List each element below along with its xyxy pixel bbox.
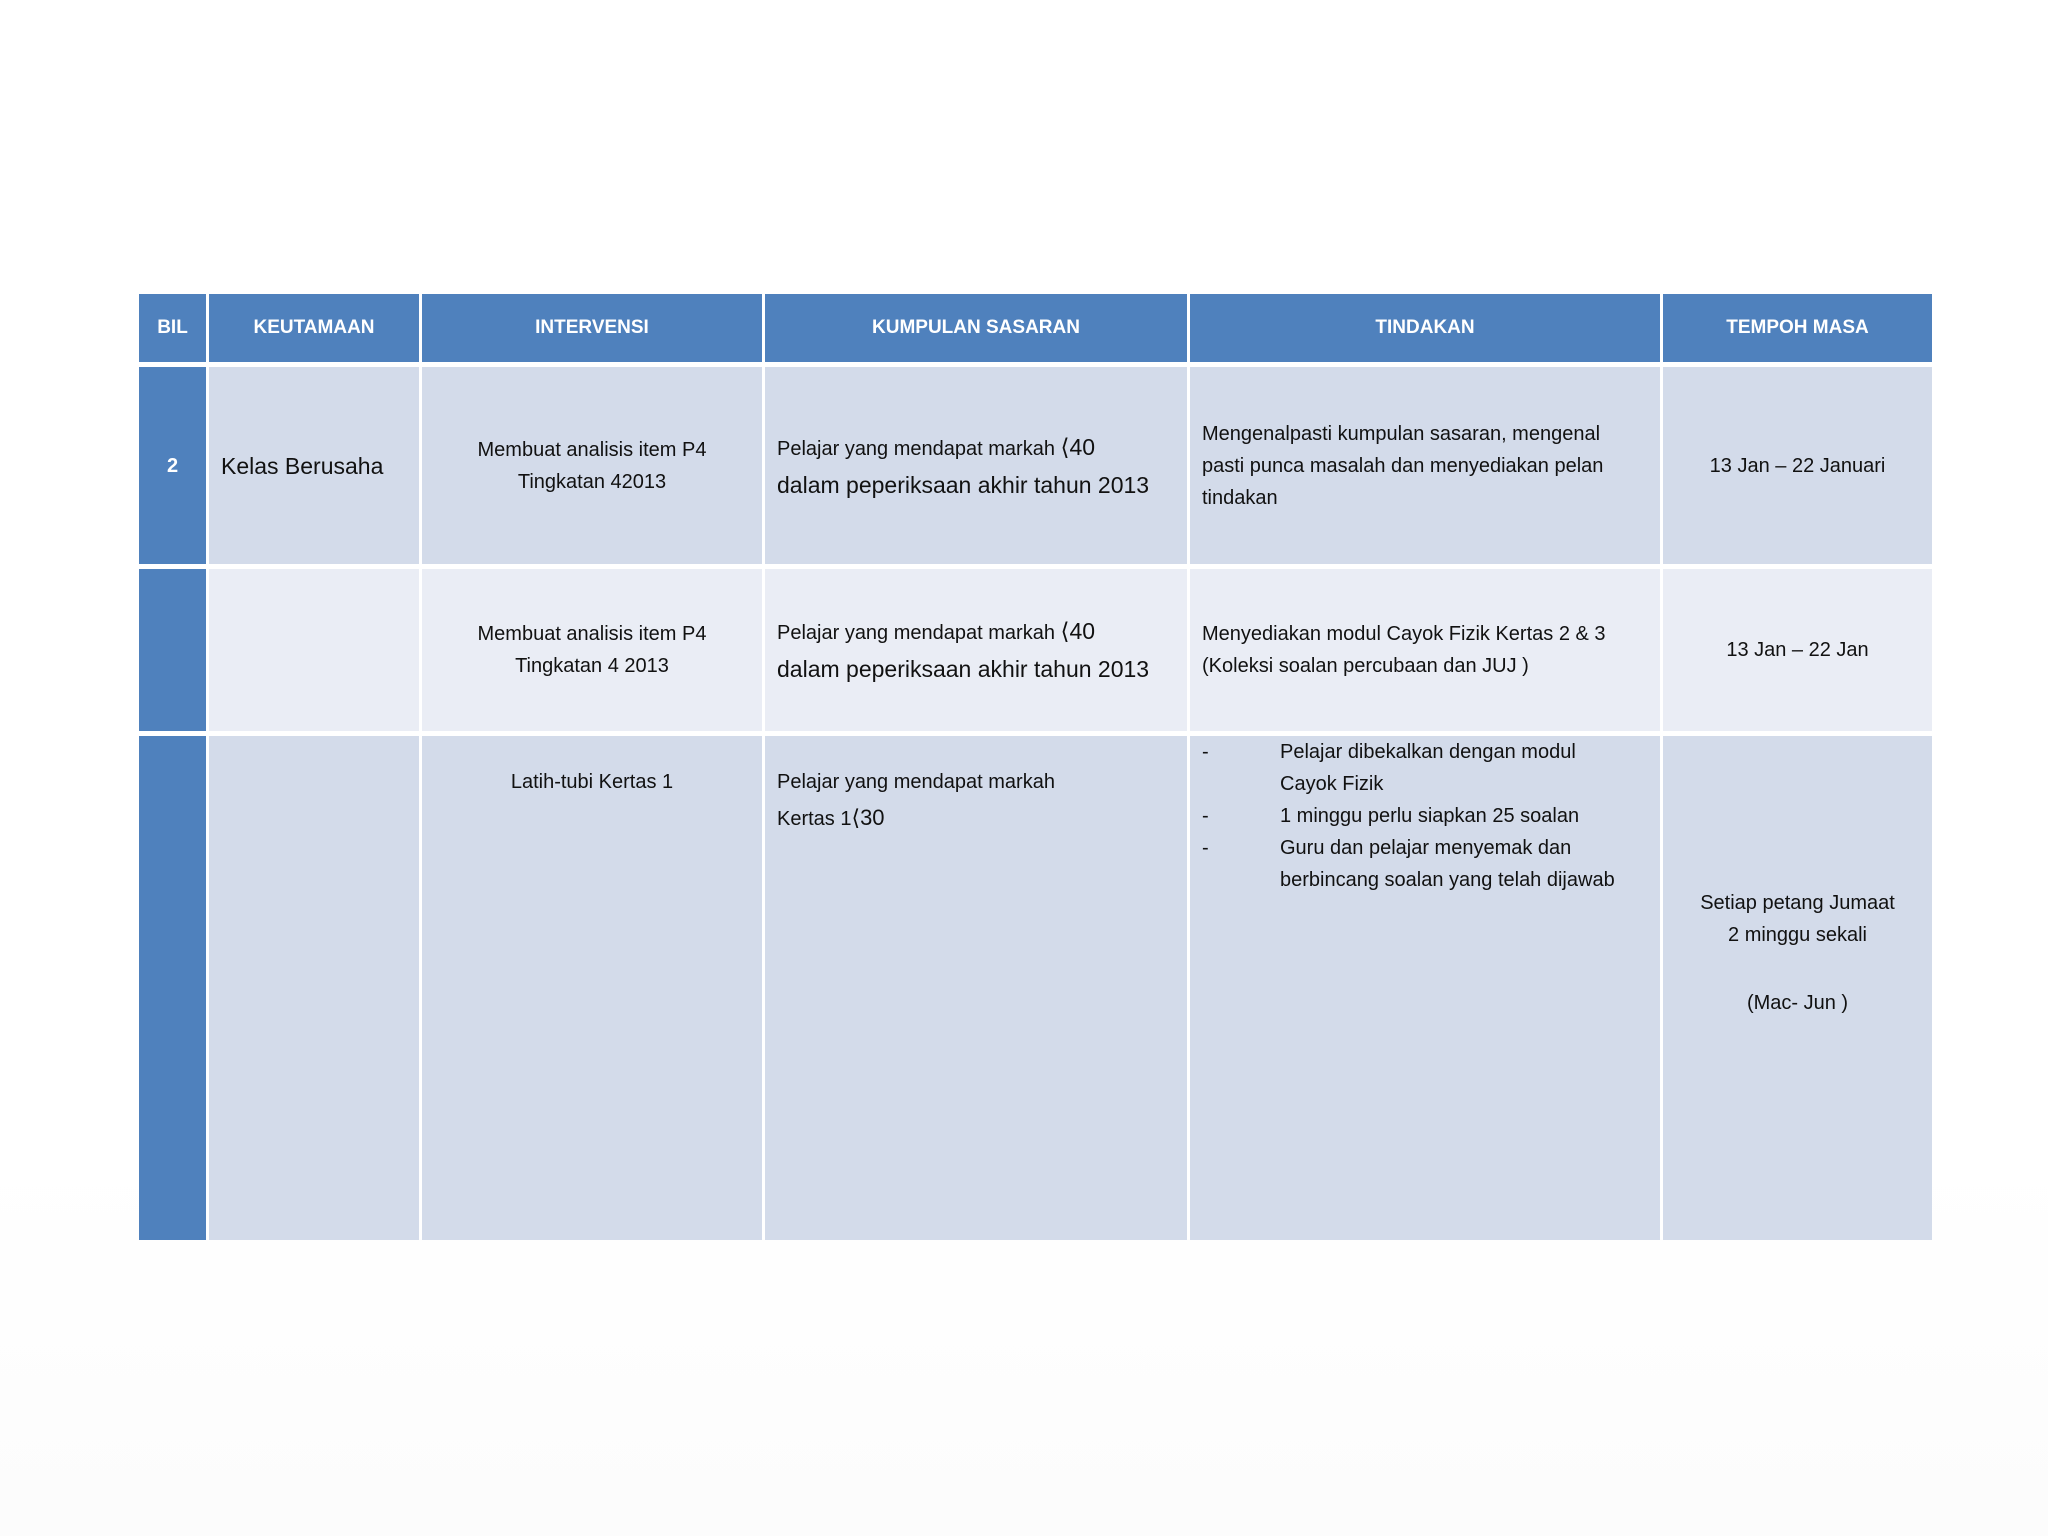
row2-sasaran-threshold: ⟨40 (1060, 618, 1096, 644)
row3-keutamaan (209, 736, 419, 1240)
bullet-dash: - (1202, 837, 1209, 859)
row1-tindakan-line1: Mengenalpasti kumpulan sasaran, mengenal (1202, 422, 1601, 445)
list-item (1202, 736, 1615, 800)
row3-tindakan-list (1202, 736, 1615, 896)
header-tempoh-masa: TEMPOH MASA (1663, 294, 1932, 362)
row1-sasaran-line1 (777, 429, 1149, 467)
row1-intervensi-line1: Membuat analisis item P4 (477, 438, 707, 461)
row2-tindakan-line1: Menyediakan modul Cayok Fizik Kertas 2 & 3 (1202, 623, 1606, 645)
row3-kumpulan-sasaran (765, 736, 1187, 1240)
header-tindakan: TINDAKAN (1190, 294, 1660, 362)
bullet1-line1: Pelajar dibekalkan dengan modul (1280, 741, 1576, 763)
row3-intervensi: Latih-tubi Kertas 1 (422, 736, 762, 1240)
row3-sasaran-line2 (777, 802, 1055, 835)
row2-sasaran-line1 (777, 613, 1149, 651)
row3-tindakan (1190, 736, 1660, 1240)
row2-tempoh: 13 Jan – 22 Jan (1663, 569, 1932, 731)
bullet-dash: - (1202, 741, 1209, 763)
header-bil: BIL (139, 294, 206, 362)
row3-tempoh-line1: Setiap petang Jumaat (1700, 892, 1895, 914)
row3-tempoh-spacer (1700, 951, 1895, 987)
row3-sasaran-threshold: ⟨30 (851, 805, 885, 830)
row3-bil (139, 736, 206, 1240)
row1-tindakan-line2: pasti punca masalah dan menyediakan pelan (1202, 454, 1604, 477)
row1-sasaran-text: Pelajar yang mendapat markah (777, 437, 1061, 460)
row1-intervensi-line2: Tingkatan 42013 (517, 470, 667, 493)
row2-intervensi (422, 569, 762, 731)
row2-keutamaan (209, 569, 419, 731)
row2-tindakan (1190, 569, 1660, 731)
bullet3-line2: berbincang soalan yang telah dijawab (1280, 869, 1615, 891)
intervention-table (139, 294, 1925, 1239)
bullet2-line1: 1 minggu perlu siapkan 25 soalan (1280, 805, 1580, 827)
row3-tempoh-line2: 2 minggu sekali (1728, 924, 1867, 946)
row2-bil (139, 569, 206, 731)
row1-tempoh: 13 Jan – 22 Januari (1663, 367, 1932, 564)
row1-intervensi (422, 367, 762, 564)
row2-kumpulan-sasaran (765, 569, 1187, 731)
row1-tindakan-line3: tindakan (1202, 486, 1278, 509)
row2-intervensi-line2: Tingkatan 4 2013 (515, 655, 669, 677)
row1-sasaran-line2: dalam peperiksaan akhir tahun 2013 (777, 471, 1150, 498)
row1-sasaran-threshold: ⟨40 (1060, 433, 1096, 460)
row3-tempoh (1663, 736, 1932, 1240)
row3-sasaran-kertas: Kertas 1 (777, 808, 852, 830)
bullet3-line1: Guru dan pelajar menyemak dan (1280, 837, 1572, 859)
header-keutamaan: KEUTAMAAN (209, 294, 419, 362)
row3-sasaran-line1: Pelajar yang mendapat markah (777, 771, 1055, 793)
header-intervensi: INTERVENSI (422, 294, 762, 362)
bullet1-line2: Cayok Fizik (1280, 773, 1384, 795)
row2-intervensi-line1: Membuat analisis item P4 (477, 623, 707, 645)
row2-tindakan-line2: (Koleksi soalan percubaan dan JUJ ) (1202, 655, 1529, 677)
row2-sasaran-line2: dalam peperiksaan akhir tahun 2013 (777, 656, 1150, 682)
header-kumpulan-sasaran: KUMPULAN SASARAN (765, 294, 1187, 362)
bullet-dash: - (1202, 805, 1209, 827)
row3-tempoh-line3: (Mac- Jun ) (1746, 992, 1849, 1014)
list-item (1202, 800, 1615, 832)
row1-kumpulan-sasaran (765, 367, 1187, 564)
row1-bil: 2 (139, 367, 206, 564)
row1-keutamaan: Kelas Berusaha (209, 367, 419, 564)
list-item (1202, 832, 1615, 896)
row2-sasaran-text: Pelajar yang mendapat markah (777, 622, 1061, 644)
row1-tindakan (1190, 367, 1660, 564)
